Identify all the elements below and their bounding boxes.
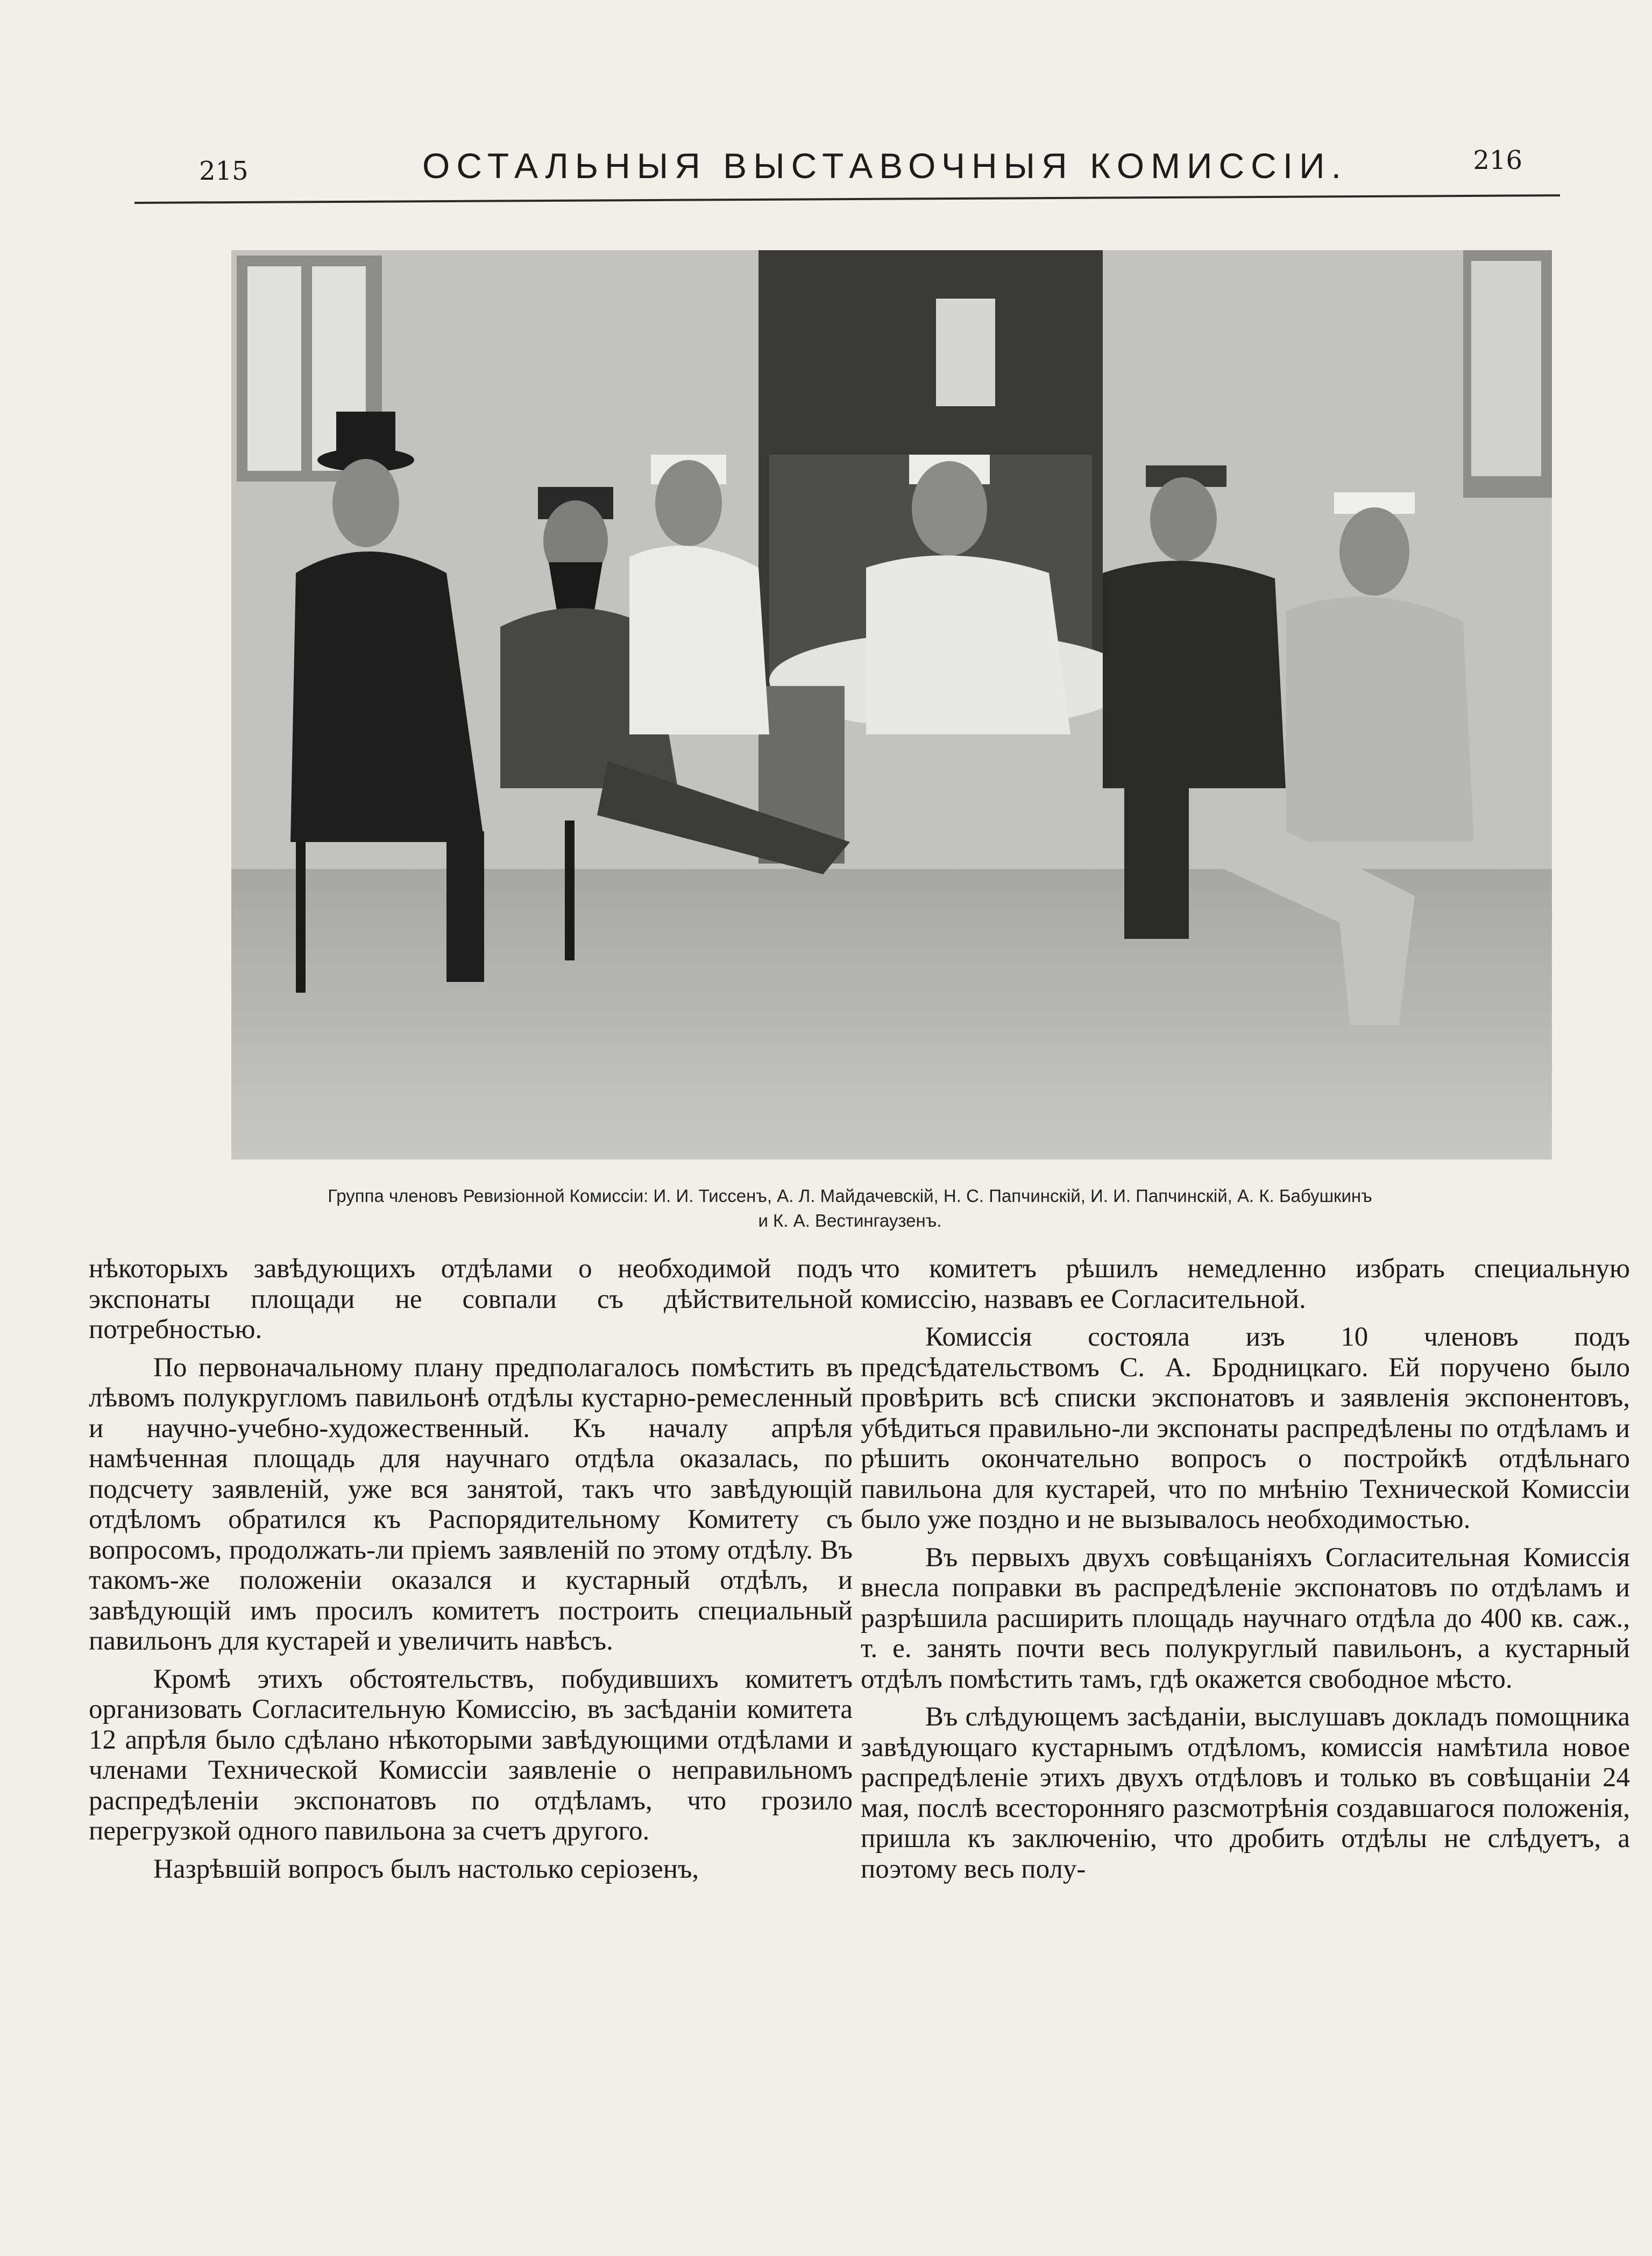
paragraph: Въ слѣдующемъ засѣданiи, выслушавъ докладъ помощника завѣдующаго кустарнымъ отдѣломъ, комиссiя намѣтила новое распредѣленiе этихъ двухъ отдѣловъ и только въ совѣщанiи 24 мая, послѣ всесторонняго разсмотрѣнiя создавшагося положенiя, пришла къ заключенiю, что дробить отдѣлы не слѣдуетъ, а поэтому весь полу- xyxy=(861,1702,1630,1884)
photograph-image xyxy=(231,250,1552,1159)
paragraph: Кромѣ этихъ обстоятельствъ, побудившихъ комитетъ организовать Согласительную Комиссiю, въ засѣданiи комитета 12 апрѣля было сдѣлано нѣкоторыми завѣдующими отдѣлами и членами Технической Комиссiи заявленiе о неправильномъ распредѣленiи экспонатовъ по отдѣламъ, что грозило перегрузкой одного павильона за счетъ другого. xyxy=(89,1664,853,1846)
running-header xyxy=(134,135,1560,204)
paragraph: По первоначальному плану предполагалось помѣстить въ лѣвомъ полукругломъ павильонѣ отдѣлы кустарно-ремесленный и научно-учебно-художественный. Къ началу апрѣля намѣченная площадь для научнаго отдѣла оказалась, по подсчету заявленiй, уже вся занятой, такъ что завѣдующiй отдѣломъ обратился къ Распорядительному Комитету съ вопросомъ, продолжать-ли прiемъ заявленiй по этому отдѣлу. Въ такомъ-же положенiи оказался и кустарный отдѣлъ, и завѣдующiй имъ просилъ комитетъ построить специальный павильонъ для кустарей и увеличить навѣсъ. xyxy=(89,1352,853,1656)
text-column-right xyxy=(861,1254,1630,2238)
photo-caption xyxy=(151,1184,1549,1233)
running-title: ОСТАЛЬНЫЯ ВЫСТАВОЧНЫЯ КОМИССIИ. xyxy=(422,146,1348,186)
paragraph: Комиссiя состояла изъ 10 членовъ подъ предсѣдательствомъ С. А. Бродницкаго. Ей поручено было провѣрить всѣ списки экспонатовъ и заявленiя экспонентовъ, убѣдиться правильно-ли экспонаты распредѣлены по отдѣламъ и рѣшить окончательно вопросъ о постройкѣ отдѣльнаго павильона для кустарей, что по мнѣнiю Технической Комиссiи было уже поздно и не вызывалось необходимостью. xyxy=(861,1322,1630,1534)
group-photograph xyxy=(231,250,1552,1159)
page-number-right: 216 xyxy=(1473,145,1522,175)
paragraph: Въ первыхъ двухъ совѣщанiяхъ Согласительная Комиссiя внесла поправки въ распредѣленiе экспонатовъ по отдѣламъ и разрѣшила расширить площадь научнаго отдѣла до 400 кв. саж., т. е. занять почти весь полукруглый павильонъ, а кустарный отдѣлъ помѣстить тамъ, гдѣ окажется свободное мѣсто. xyxy=(861,1542,1630,1694)
paragraph: Назрѣвшiй вопросъ былъ настолько серiозенъ, xyxy=(153,1854,699,1884)
text-column-left xyxy=(89,1254,853,2238)
caption-line-2: и К. А. Вестингаузенъ. xyxy=(758,1211,942,1230)
caption-line-1: Группа членовъ Ревизiонной Комиссiи: И. И. Тиссенъ, А. Л. Майдачевскiй, Н. С. Папчинскiй, И. И. Папчинскiй, А. К. Бабушкинъ xyxy=(328,1186,1372,1206)
page-number-left: 215 xyxy=(199,156,249,186)
paragraph: нѣкоторыхъ завѣдующихъ отдѣлами о необходимой подъ экспонаты площади не совпали съ дѣйствительной потребностью. xyxy=(89,1254,853,1345)
paragraph: что комитетъ рѣшилъ немедленно избрать специальную комиссiю, назвавъ ее Согласительной. xyxy=(861,1254,1630,1314)
